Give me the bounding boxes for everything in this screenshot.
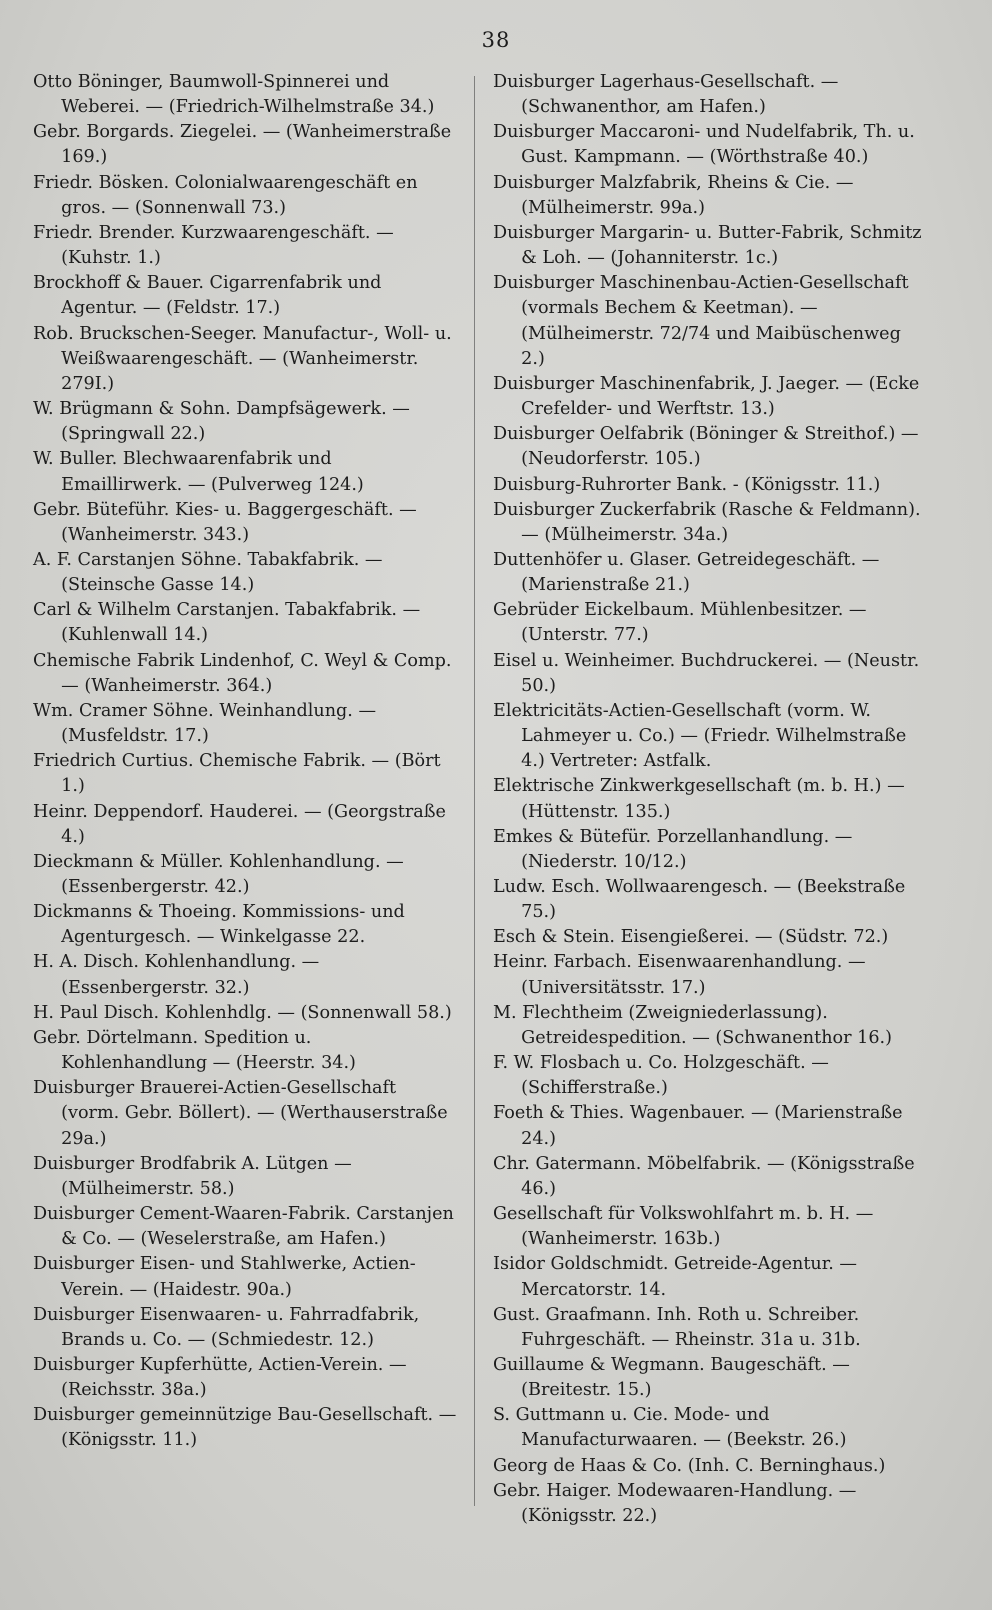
directory-entry: W. Buller. Blechwaarenfabrik und Emaillirwerk. — (Pulverweg 124.) xyxy=(33,449,364,495)
directory-entry: Carl & Wilhelm Carstanjen. Tabakfabrik. — (Kuhlenwall 14.) xyxy=(33,600,421,646)
directory-entry: Rob. Bruckschen-Seeger. Manufactur-, Woll- u. Weißwaarengeschäft. — (Wanheimerstr. 279I.) xyxy=(33,323,452,394)
directory-entry: Duisburger Eisenwaaren- u. Fahrradfabrik, Brands u. Co. — (Schmiedestr. 12.) xyxy=(33,1304,420,1350)
directory-entry: Duisburger gemeinnützige Bau-Gesellschaft. — (Königsstr. 11.) xyxy=(33,1405,457,1451)
directory-entry: Friedrich Curtius. Chemische Fabrik. — (Bört 1.) xyxy=(33,751,441,797)
directory-entry: Duisburger Zuckerfabrik (Rasche & Feldmann). — (Mülheimerstr. 34a.) xyxy=(493,499,921,545)
directory-entry: Chr. Gatermann. Möbelfabrik. — (Königsstraße 46.) xyxy=(493,1153,915,1199)
directory-entry: Esch & Stein. Eisengießerei. — (Südstr. 72.) xyxy=(493,927,889,948)
directory-entry: Georg de Haas & Co. (Inh. C. Berninghaus.) xyxy=(493,1455,886,1476)
directory-entry: Elektrische Zinkwerkgesellschaft (m. b. H.) — (Hüttenstr. 135.) xyxy=(493,776,905,822)
directory-entry: M. Flechtheim (Zweigniederlassung). Getreidespedition. — (Schwanenthor 16.) xyxy=(493,1002,892,1048)
directory-entry: Duisburg-Ruhrorter Bank. - (Königsstr. 11.) xyxy=(493,474,881,495)
directory-entry: Gebr. Dörtelmann. Spedition u. Kohlenhandlung — (Heerstr. 34.) xyxy=(33,1027,356,1074)
directory-entry: A. F. Carstanjen Söhne. Tabakfabrik. — (Steinsche Gasse 14.) xyxy=(33,549,383,596)
directory-entry: Brockhoff & Bauer. Cigarrenfabrik und Agentur. — (Feldstr. 17.) xyxy=(33,273,382,319)
directory-entry: Duisburger Malzfabrik, Rheins & Cie. — (Mülheimerstr. 99a.) xyxy=(493,172,854,218)
directory-entry: Duisburger Kupferhütte, Actien-Verein. — (Reichsstr. 38a.) xyxy=(33,1354,407,1401)
directory-entry: Duisburger Cement-Waaren-Fabrik. Carstanjen & Co. — (Weselerstraße, am Hafen.) xyxy=(33,1204,454,1250)
directory-entry: H. A. Disch. Kohlenhandlung. — (Essenbergerstr. 32.) xyxy=(33,952,320,998)
directory-entry: F. W. Flosbach u. Co. Holzgeschäft. — (Schifferstraße.) xyxy=(493,1053,829,1099)
directory-entry: Heinr. Deppendorf. Hauderei. — (Georgstraße 4.) xyxy=(33,801,446,847)
directory-entry: Heinr. Farbach. Eisenwaarenhandlung. — (Universitätsstr. 17.) xyxy=(493,952,866,998)
directory-entry: S. Guttmann u. Cie. Mode- und Manufacturwaaren. — (Beekstr. 26.) xyxy=(493,1405,847,1451)
directory-entry: Friedr. Bösken. Colonialwaarengeschäft en gros. — (Sonnenwall 73.) xyxy=(33,172,418,218)
column-divider xyxy=(474,76,475,1506)
directory-entry: Elektricitäts-Actien-Gesellschaft (vorm. W. Lahmeyer u. Co.) — (Friedr. Wilhelmstraße 4.) Vertreter: Astfalk. xyxy=(493,700,907,772)
directory-entry: Duisburger Lagerhaus-Gesellschaft. — (Schwanenthor, am Hafen.) xyxy=(493,72,839,118)
directory-entry: Duisburger Maschinenbau-Actien-Gesellschaft (vormals Bechem & Keetman). — (Mülheimerstr. 72/74 und Maibüschenweg 2.) xyxy=(493,273,909,369)
directory-entry: Dieckmann & Müller. Kohlenhandlung. — (Essenbergerstr. 42.) xyxy=(33,851,404,897)
directory-entry: Duisburger Brauerei-Actien-Gesellschaft (vorm. Gebr. Böllert). — (Werthauserstraße 29a.) xyxy=(33,1078,448,1149)
right-column xyxy=(493,70,923,1529)
directory-entry: Gesellschaft für Volkswohlfahrt m. b. H. — (Wanheimerstr. 163b.) xyxy=(493,1204,874,1250)
directory-entry: Gebr. Haiger. Modewaaren-Handlung. — (Königsstr. 22.) xyxy=(493,1480,857,1526)
directory-entry: Guillaume & Wegmann. Baugeschäft. — (Breitestr. 15.) xyxy=(493,1354,850,1401)
directory-entry: Duisburger Margarin- u. Butter-Fabrik, Schmitz & Loh. — (Johanniterstr. 1c.) xyxy=(493,222,922,269)
directory-entry: Duisburger Oelfabrik (Böninger & Streithof.) — (Neudorferstr. 105.) xyxy=(493,424,919,470)
directory-entry: Duisburger Maschinenfabrik, J. Jaeger. — (Ecke Crefelder- und Werftstr. 13.) xyxy=(493,373,920,420)
directory-entry: Ludw. Esch. Wollwaarengesch. — (Beekstraße 75.) xyxy=(493,877,906,923)
directory-entry: Gebrüder Eickelbaum. Mühlenbesitzer. — (Unterstr. 77.) xyxy=(493,600,867,646)
directory-entry: Chemische Fabrik Lindenhof, C. Weyl & Comp. — (Wanheimerstr. 364.) xyxy=(33,650,452,696)
left-column xyxy=(33,70,458,1454)
directory-entry: Isidor Goldschmidt. Getreide-Agentur. — Mercatorstr. 14. xyxy=(493,1254,858,1300)
directory-entry: Gebr. Borgards. Ziegelei. — (Wanheimerstraße 169.) xyxy=(33,122,452,168)
directory-entry: Friedr. Brender. Kurzwaarengeschäft. — (Kuhstr. 1.) xyxy=(33,222,394,269)
directory-entry: Gust. Graafmann. Inh. Roth u. Schreiber. Fuhrgeschäft. — Rheinstr. 31a u. 31b. xyxy=(493,1304,861,1350)
directory-entry: Duisburger Maccaroni- und Nudelfabrik, Th. u. Gust. Kampmann. — (Wörthstraße 40.) xyxy=(493,122,915,168)
directory-entry: Duttenhöfer u. Glaser. Getreidegeschäft. — (Marienstraße 21.) xyxy=(493,549,880,596)
directory-entry: Wm. Cramer Söhne. Weinhandlung. — (Musfeldstr. 17.) xyxy=(33,700,377,747)
directory-entry: Foeth & Thies. Wagenbauer. — (Marienstraße 24.) xyxy=(493,1103,903,1149)
directory-entry: Duisburger Eisen- und Stahlwerke, Actien-Verein. — (Haidestr. 90a.) xyxy=(33,1254,416,1300)
page-number: 38 xyxy=(481,28,511,52)
directory-entry: Otto Böninger, Baumwoll-Spinnerei und Weberei. — (Friedrich-Wilhelmstraße 34.) xyxy=(33,72,435,118)
directory-entry: W. Brügmann & Sohn. Dampfsägewerk. — (Springwall 22.) xyxy=(33,399,410,445)
directory-entry: Duisburger Brodfabrik A. Lütgen — (Mülheimerstr. 58.) xyxy=(33,1153,352,1199)
directory-entry: Gebr. Büteführ. Kies- u. Baggergeschäft. — (Wanheimerstr. 343.) xyxy=(33,499,417,545)
directory-entry: Dickmanns & Thoeing. Kommissions- und Agenturgesch. — Winkelgasse 22. xyxy=(33,902,405,948)
directory-entry: Eisel u. Weinheimer. Buchdruckerei. — (Neustr. 50.) xyxy=(493,650,920,696)
directory-entry: H. Paul Disch. Kohlenhdlg. — (Sonnenwall 58.) xyxy=(33,1002,452,1023)
directory-entry: Emkes & Bütefür. Porzellanhandlung. — (Niederstr. 10/12.) xyxy=(493,826,853,872)
